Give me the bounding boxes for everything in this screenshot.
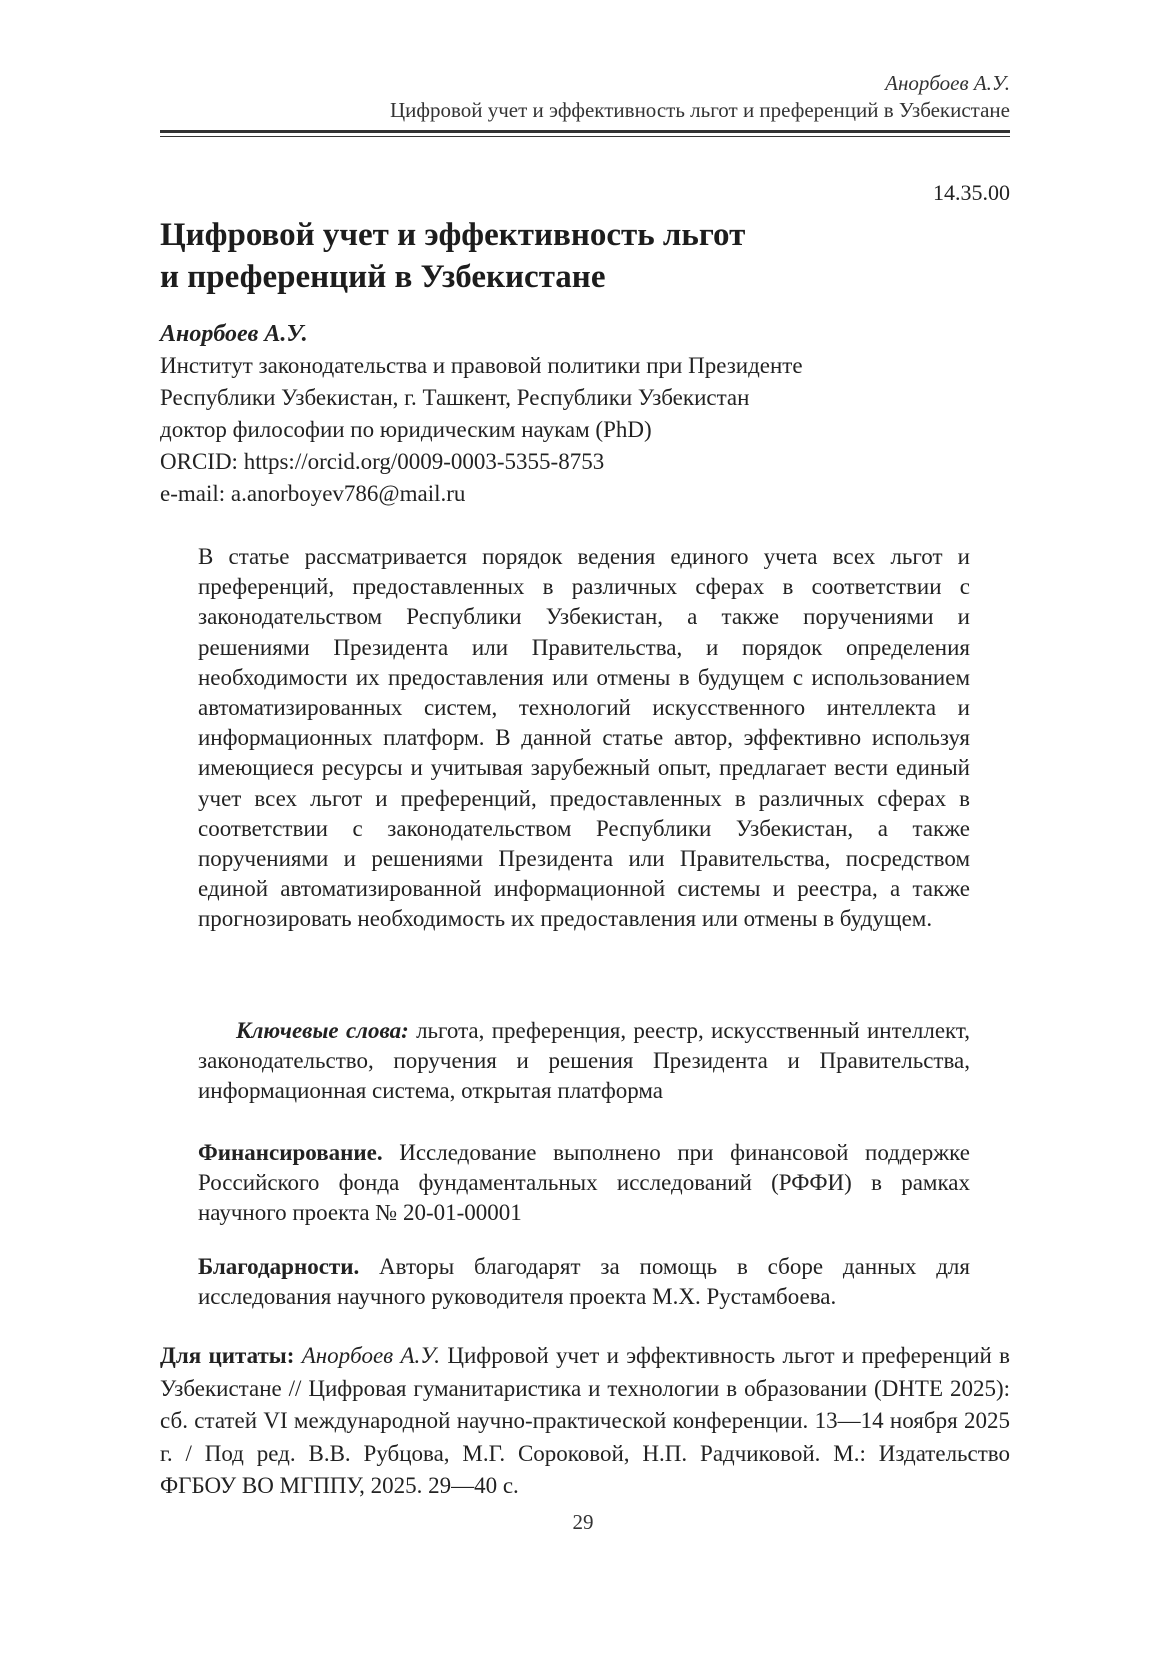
- abstract: В статье рассматривается порядок ведения единого учета всех льгот и преференций, предоставленных в различных сферах в соответствии с законодательством Республики Узбекистан, а также поручениями и решениями Президента или Правительства, и порядок определения необходимости их предоставления или отмены в будущем с использованием автоматизированных систем, технологий искусственного интеллекта и информационных платформ. В данной статье автор, эффективно используя имеющиеся ресурсы и учитывая зарубежный опыт, предлагает вести единый учет всех льгот и преференций, предоставленных в различных сферах в соответствии с законодательством Республики Узбекистан, а также поручениями и решениями Президента или Правительства, посредством единой автоматизированной информационной системы и реестра, а также прогнозировать необходимость их предоставления или отмены в будущем.: [198, 544, 970, 932]
- header-rule: [160, 130, 1010, 137]
- running-head: [160, 70, 1010, 124]
- citation-text: Цифровой учет и эффективность льгот и преференций в Узбекистане // Цифровая гуманитаристика и технологии в образовании (DHTE 2025): сб. статей VI международной научно-практической конференции. 13—14 ноября 2025 г. / Под ред. В.В. Рубцова, М.Г. Сороковой, Н.П. Радчиковой. М.: Издательство ФГБОУ ВО МГППУ, 2025. 29—40 с.: [160, 1343, 1011, 1498]
- author-affiliation-line2: Республики Узбекистан, г. Ташкент, Республики Узбекистан: [160, 385, 750, 410]
- funding-text: Исследование выполнено при финансовой поддержке Российского фонда фундаментальных исследований (РФФИ) в рамках научного проекта № 20-01-00001: [198, 1140, 970, 1226]
- acknowledgements-text: Авторы благодарят за помощь в сборе данных для исследования научного руководителя проекта М.Х. Рустамбоева.: [198, 1254, 970, 1310]
- article-title-line1: Цифровой учет и эффективность льгот: [160, 217, 746, 253]
- author-affiliation-line1: Институт законодательства и правовой политики при Президенте: [160, 353, 803, 378]
- author-name: Анорбоев А.У.: [160, 321, 308, 347]
- author-block: [160, 318, 1020, 510]
- citation-label: Для цитаты:: [160, 1343, 295, 1368]
- keywords: [198, 1016, 970, 1107]
- article-title: [160, 214, 920, 298]
- author-orcid[interactable]: ORCID: https://orcid.org/0009-0003-5355-8753: [160, 449, 605, 474]
- header-rule-thick: [160, 130, 1010, 133]
- citation: [160, 1340, 1010, 1503]
- udc-code: 14.35.00: [933, 180, 1010, 205]
- header-rule-thin: [160, 136, 1010, 137]
- funding-label: Финансирование.: [198, 1140, 383, 1165]
- keywords-label: Ключевые слова:: [236, 1018, 409, 1043]
- acknowledgements: [198, 1252, 970, 1312]
- keywords-text: льгота, преференция, реестр, искусственный интеллект, законодательство, поручения и решения Президента и Правительства, информационная система, открытая платформа: [198, 1018, 970, 1104]
- page-number: 29: [572, 1510, 594, 1534]
- funding: [198, 1138, 970, 1229]
- author-degree: доктор философии по юридическим наукам (PhD): [160, 417, 652, 442]
- citation-author: Анорбоев А.У.: [294, 1343, 441, 1368]
- running-head-author: Анорбоев А.У.: [885, 71, 1010, 95]
- acknowledgements-label: Благодарности.: [198, 1254, 360, 1279]
- author-email[interactable]: e-mail: a.anorboyev786@mail.ru: [160, 481, 466, 506]
- article-title-line2: и преференций в Узбекистане: [160, 259, 606, 295]
- running-head-title: Цифровой учет и эффективность льгот и преференций в Узбекистане: [389, 98, 1010, 122]
